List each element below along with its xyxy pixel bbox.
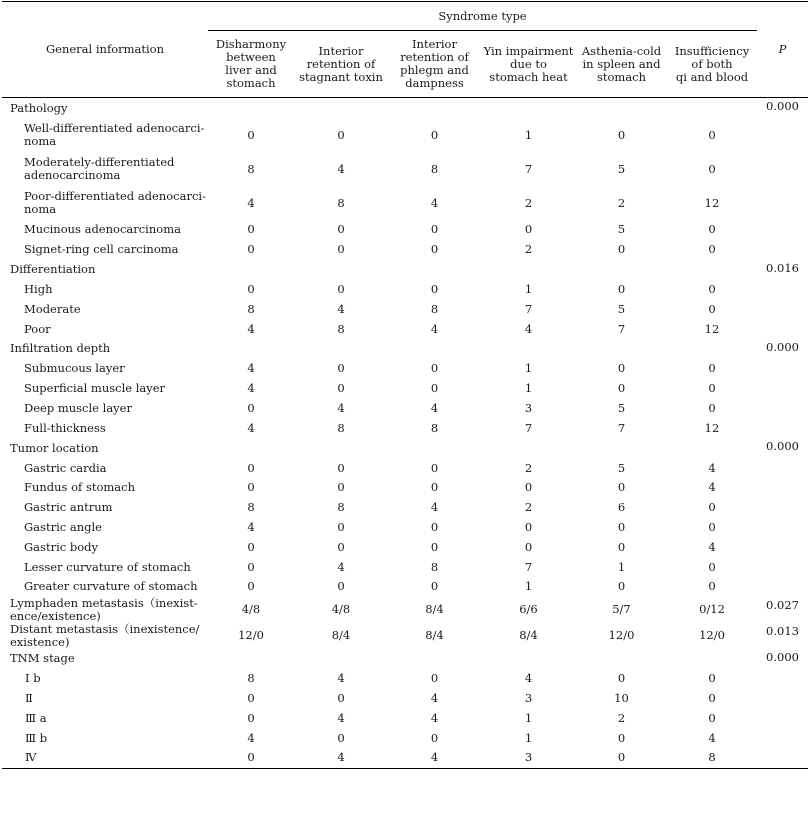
row-label: Full-thickness	[24, 420, 106, 435]
value-cell: 0	[337, 222, 345, 237]
value-cell: 0	[708, 579, 716, 594]
value-cell: 0	[708, 559, 716, 574]
p-value	[757, 689, 808, 709]
row-label: Lesser curvature of stomach	[24, 559, 191, 574]
value-cell: 0	[430, 519, 439, 534]
value-cell: 4	[524, 671, 533, 686]
general-information-header: General information	[2, 2, 208, 98]
value-cell: 0	[524, 222, 533, 237]
table-row	[2, 748, 808, 768]
row-label: Gastric antrum	[24, 500, 113, 515]
value-cell: 1	[524, 579, 533, 594]
value-cell: 1	[524, 730, 533, 745]
value-cell: 0	[617, 127, 626, 142]
value-cell: 0	[430, 127, 439, 142]
table-row	[2, 458, 808, 478]
value-cell: 2	[524, 500, 533, 515]
empty-cell	[294, 339, 388, 359]
p-value	[757, 557, 808, 577]
value-cell: 1	[617, 559, 626, 574]
table-row	[2, 537, 808, 557]
empty-cell	[294, 649, 388, 669]
table-row	[2, 319, 808, 339]
value-cell: 7	[524, 420, 533, 435]
p-value	[757, 280, 808, 300]
p-value: 0.027	[766, 597, 799, 612]
empty-cell	[388, 260, 481, 280]
p-value	[757, 418, 808, 438]
value-cell: 0	[247, 710, 255, 725]
row-label: Moderate	[24, 301, 81, 316]
value-cell: 0	[247, 400, 255, 415]
table-row	[2, 728, 808, 748]
value-cell: 0	[708, 671, 716, 686]
table-row	[2, 689, 808, 709]
value-cell: 4	[430, 690, 439, 705]
row-label: Fundus of stomach	[24, 480, 136, 495]
value-cell: 8	[430, 161, 439, 176]
value-cell: 0	[337, 242, 345, 257]
value-cell: 3	[524, 400, 533, 415]
row-label: Mucinous adenocarcinoma	[24, 222, 181, 237]
p-value	[757, 319, 808, 339]
value-cell: 0	[247, 579, 255, 594]
p-value	[757, 458, 808, 478]
category-row	[2, 339, 808, 359]
table-row	[2, 220, 808, 240]
empty-cell	[294, 260, 388, 280]
row-label: High	[24, 281, 53, 296]
row-label: Gastric cardia	[24, 460, 107, 475]
value-cell: 12	[704, 195, 720, 210]
value-cell: 5	[617, 400, 626, 415]
value-cell: 0	[247, 460, 255, 475]
value-cell: 0	[617, 730, 626, 745]
value-cell: 0	[524, 480, 533, 495]
value-cell: 0	[337, 519, 345, 534]
value-cell: 12	[704, 420, 720, 435]
value-cell: 4	[247, 321, 255, 336]
value-cell: 0	[430, 460, 439, 475]
value-cell: 8	[247, 301, 255, 316]
category-label: Tumor location	[10, 440, 99, 455]
value-cell: 8/4	[425, 628, 444, 643]
value-cell: 8	[708, 750, 716, 765]
empty-cell	[294, 98, 388, 119]
p-value	[757, 478, 808, 498]
p-value	[757, 708, 808, 728]
value-cell: 4	[247, 730, 255, 745]
syndrome-column-header: Disharmony between liver and stomach	[208, 31, 294, 98]
row-label: Poor-differentiated adenocarci- noma	[24, 189, 206, 216]
empty-cell	[208, 98, 294, 119]
value-cell: 5/7	[612, 602, 631, 617]
value-cell: 12	[704, 321, 720, 336]
empty-cell	[208, 438, 294, 458]
category-label: Differentiation	[10, 262, 96, 277]
category-label: Infiltration depth	[10, 341, 111, 356]
value-cell: 4	[337, 750, 345, 765]
value-cell: 8	[430, 420, 439, 435]
value-cell: 8/4	[425, 602, 444, 617]
value-cell: 0	[430, 361, 439, 376]
value-cell: 4	[337, 301, 345, 316]
value-cell: 6	[617, 500, 626, 515]
value-cell: 0	[337, 361, 345, 376]
value-cell: 4	[708, 730, 716, 745]
table-row	[2, 418, 808, 438]
value-cell: 3	[524, 750, 533, 765]
empty-cell	[667, 649, 757, 669]
table-row	[2, 518, 808, 538]
row-label: Gastric angle	[24, 519, 102, 534]
table-row	[2, 299, 808, 319]
value-cell: 0	[617, 480, 626, 495]
value-cell: 8	[337, 420, 345, 435]
value-cell: 4	[430, 400, 439, 415]
value-cell: 0	[337, 460, 345, 475]
p-value: 0.000	[766, 339, 799, 354]
value-cell: 0	[337, 381, 345, 396]
empty-cell	[481, 649, 576, 669]
table-row	[2, 240, 808, 260]
value-cell: 5	[617, 161, 626, 176]
value-cell: 0	[617, 281, 626, 296]
value-cell: 5	[617, 222, 626, 237]
empty-cell	[388, 339, 481, 359]
table-row	[2, 399, 808, 419]
table-row	[2, 597, 808, 623]
value-cell: 4	[430, 321, 439, 336]
value-cell: 4	[337, 710, 345, 725]
row-label: Well-differentiated adenocarci- noma	[24, 121, 205, 148]
table-row	[2, 577, 808, 597]
row-label: Moderately-differentiated adenocarcinoma	[24, 155, 175, 182]
empty-cell	[667, 339, 757, 359]
row-label: Submucous layer	[24, 361, 125, 376]
value-cell: 0	[247, 222, 255, 237]
value-cell: 4	[524, 321, 533, 336]
row-label: Ⅲ b	[25, 730, 48, 745]
syndrome-column-header: Interior retention of phlegm and dampness	[388, 31, 481, 98]
value-cell: 0	[708, 500, 716, 515]
p-value	[757, 152, 808, 186]
table-row	[2, 186, 808, 220]
p-value	[757, 748, 808, 768]
row-label: Distant metastasis（inexistence/ existence)	[10, 621, 200, 649]
empty-cell	[667, 260, 757, 280]
value-cell: 0	[430, 539, 439, 554]
value-cell: 0	[708, 222, 716, 237]
value-cell: 0	[430, 671, 439, 686]
value-cell: 0	[430, 730, 439, 745]
empty-cell	[667, 438, 757, 458]
value-cell: 0	[337, 539, 345, 554]
value-cell: 1	[524, 381, 533, 396]
row-label: Ⅱ	[25, 690, 33, 705]
value-cell: 10	[614, 690, 629, 705]
value-cell: 0	[708, 161, 716, 176]
empty-cell	[481, 98, 576, 119]
row-label: Ⅲ a	[25, 710, 47, 725]
value-cell: 4	[430, 750, 439, 765]
value-cell: 0	[708, 127, 716, 142]
value-cell: 1	[524, 127, 533, 142]
row-label: Ⅳ	[25, 750, 37, 765]
table-row	[2, 280, 808, 300]
table-row	[2, 478, 808, 498]
p-value	[757, 299, 808, 319]
value-cell: 0	[617, 381, 626, 396]
syndrome-type-header: Syndrome type	[208, 2, 757, 31]
value-cell: 4	[708, 539, 716, 554]
value-cell: 5	[617, 460, 626, 475]
value-cell: 0	[430, 281, 439, 296]
category-row	[2, 98, 808, 119]
value-cell: 0	[617, 242, 626, 257]
row-label: Superficial muscle layer	[24, 381, 166, 396]
empty-cell	[576, 339, 667, 359]
value-cell: 0	[708, 381, 716, 396]
syndrome-column-header: Insufficiency of both qi and blood	[667, 31, 757, 98]
value-cell: 0/12	[699, 602, 725, 617]
p-value: 0.016	[766, 260, 799, 275]
value-cell: 8	[247, 161, 255, 176]
value-cell: 8	[247, 671, 255, 686]
value-cell: 0	[247, 750, 255, 765]
p-value: 0.000	[766, 99, 799, 113]
table-row	[2, 669, 808, 689]
value-cell: 0	[617, 750, 626, 765]
p-value	[757, 359, 808, 379]
value-cell: 12/0	[699, 628, 725, 643]
value-cell: 0	[708, 710, 716, 725]
value-cell: 4	[430, 500, 439, 515]
row-label: Gastric body	[24, 539, 98, 554]
value-cell: 6/6	[519, 602, 538, 617]
value-cell: 2	[617, 195, 626, 210]
value-cell: 0	[247, 281, 255, 296]
p-value	[757, 728, 808, 748]
value-cell: 4	[337, 161, 345, 176]
value-cell: 8	[337, 195, 345, 210]
value-cell: 0	[708, 301, 716, 316]
value-cell: 12/0	[608, 628, 635, 643]
value-cell: 2	[524, 195, 533, 210]
value-cell: 4	[247, 420, 255, 435]
p-value	[757, 577, 808, 597]
p-value	[757, 399, 808, 419]
empty-cell	[208, 649, 294, 669]
value-cell: 0	[337, 281, 345, 296]
value-cell: 0	[708, 242, 716, 257]
row-label: Lymphaden metastasis（inexist- ence/existence)	[10, 595, 198, 623]
value-cell: 0	[524, 519, 533, 534]
value-cell: 8/4	[519, 628, 538, 643]
table-row	[2, 498, 808, 518]
value-cell: 4/8	[331, 602, 351, 617]
table-body	[2, 98, 808, 769]
value-cell: 0	[617, 671, 626, 686]
value-cell: 0	[430, 579, 439, 594]
value-cell: 0	[337, 579, 345, 594]
value-cell: 0	[337, 730, 345, 745]
value-cell: 1	[524, 710, 533, 725]
value-cell: 4	[708, 480, 716, 495]
table-row	[2, 359, 808, 379]
table-row	[2, 152, 808, 186]
value-cell: 7	[617, 321, 626, 336]
value-cell: 0	[247, 127, 255, 142]
p-value-header: P	[757, 2, 808, 98]
value-cell: 0	[337, 690, 345, 705]
row-label: Signet-ring cell carcinoma	[24, 242, 179, 257]
value-cell: 8	[430, 559, 439, 574]
category-label: TNM stage	[10, 651, 75, 666]
table-row	[2, 557, 808, 577]
value-cell: 0	[247, 480, 255, 495]
row-label: Greater curvature of stomach	[24, 579, 198, 594]
row-label: Deep muscle layer	[24, 400, 132, 415]
value-cell: 5	[617, 301, 626, 316]
value-cell: 0	[430, 222, 439, 237]
empty-cell	[576, 649, 667, 669]
value-cell: 0	[337, 480, 345, 495]
empty-cell	[388, 649, 481, 669]
value-cell: 8	[430, 301, 439, 316]
p-value	[757, 240, 808, 260]
value-cell: 2	[617, 710, 626, 725]
value-cell: 4	[247, 361, 255, 376]
p-value: 0.000	[766, 439, 799, 454]
table-row	[2, 118, 808, 152]
empty-cell	[208, 339, 294, 359]
value-cell: 7	[524, 161, 533, 176]
category-row	[2, 260, 808, 280]
p-value	[757, 118, 808, 152]
value-cell: 0	[708, 519, 716, 534]
value-cell: 4	[247, 519, 255, 534]
value-cell: 0	[247, 690, 255, 705]
empty-cell	[388, 98, 481, 119]
value-cell: 12/0	[238, 628, 264, 643]
value-cell: 0	[524, 539, 533, 554]
empty-cell	[388, 438, 481, 458]
value-cell: 0	[708, 361, 716, 376]
value-cell: 4	[337, 400, 345, 415]
value-cell: 4	[247, 381, 255, 396]
value-cell: 0	[337, 127, 345, 142]
empty-cell	[576, 98, 667, 119]
value-cell: 7	[524, 301, 533, 316]
value-cell: 0	[247, 242, 255, 257]
value-cell: 4/8	[241, 602, 261, 617]
value-cell: 7	[524, 559, 533, 574]
value-cell: 8/4	[331, 628, 351, 643]
value-cell: 0	[708, 400, 716, 415]
syndrome-column-header: Yin impairment due to stomach heat	[481, 31, 576, 98]
value-cell: 0	[247, 539, 255, 554]
empty-cell	[294, 438, 388, 458]
value-cell: 4	[247, 195, 255, 210]
value-cell: 4	[708, 460, 716, 475]
table-row	[2, 623, 808, 649]
p-value	[757, 669, 808, 689]
value-cell: 0	[430, 381, 439, 396]
table-row	[2, 708, 808, 728]
p-value: 0.000	[766, 649, 799, 664]
value-cell: 4	[430, 710, 439, 725]
value-cell: 2	[524, 460, 533, 475]
value-cell: 0	[708, 281, 716, 296]
empty-cell	[481, 438, 576, 458]
value-cell: 0	[708, 690, 716, 705]
value-cell: 0	[430, 480, 439, 495]
value-cell: 4	[337, 671, 345, 686]
value-cell: 0	[617, 539, 626, 554]
category-row	[2, 438, 808, 458]
syndrome-column-header: Interior retention of stagnant toxin	[294, 31, 388, 98]
value-cell: 4	[430, 195, 439, 210]
value-cell: 2	[524, 242, 533, 257]
row-label: Poor	[24, 321, 51, 336]
value-cell: 0	[617, 579, 626, 594]
value-cell: 4	[337, 559, 345, 574]
value-cell: 0	[617, 519, 626, 534]
value-cell: 7	[617, 420, 626, 435]
p-value	[757, 537, 808, 557]
empty-cell	[208, 260, 294, 280]
row-label: Ⅰ b	[25, 671, 41, 686]
value-cell: 0	[247, 559, 255, 574]
empty-cell	[667, 98, 757, 119]
syndrome-table	[2, 1, 808, 769]
p-value: 0.013	[766, 623, 799, 638]
category-label: Pathology	[10, 100, 68, 115]
p-value	[757, 379, 808, 399]
p-value	[757, 518, 808, 538]
value-cell: 1	[524, 361, 533, 376]
value-cell: 0	[430, 242, 439, 257]
p-value	[757, 186, 808, 220]
empty-cell	[481, 260, 576, 280]
value-cell: 8	[337, 500, 345, 515]
value-cell: 8	[337, 321, 345, 336]
p-value	[757, 498, 808, 518]
value-cell: 8	[247, 500, 255, 515]
empty-cell	[576, 438, 667, 458]
empty-cell	[481, 339, 576, 359]
table-row	[2, 379, 808, 399]
value-cell: 1	[524, 281, 533, 296]
syndrome-column-header: Asthenia-cold in spleen and stomach	[576, 31, 667, 98]
p-value	[757, 220, 808, 240]
empty-cell	[576, 260, 667, 280]
value-cell: 3	[524, 690, 533, 705]
value-cell: 0	[617, 361, 626, 376]
category-row	[2, 649, 808, 669]
